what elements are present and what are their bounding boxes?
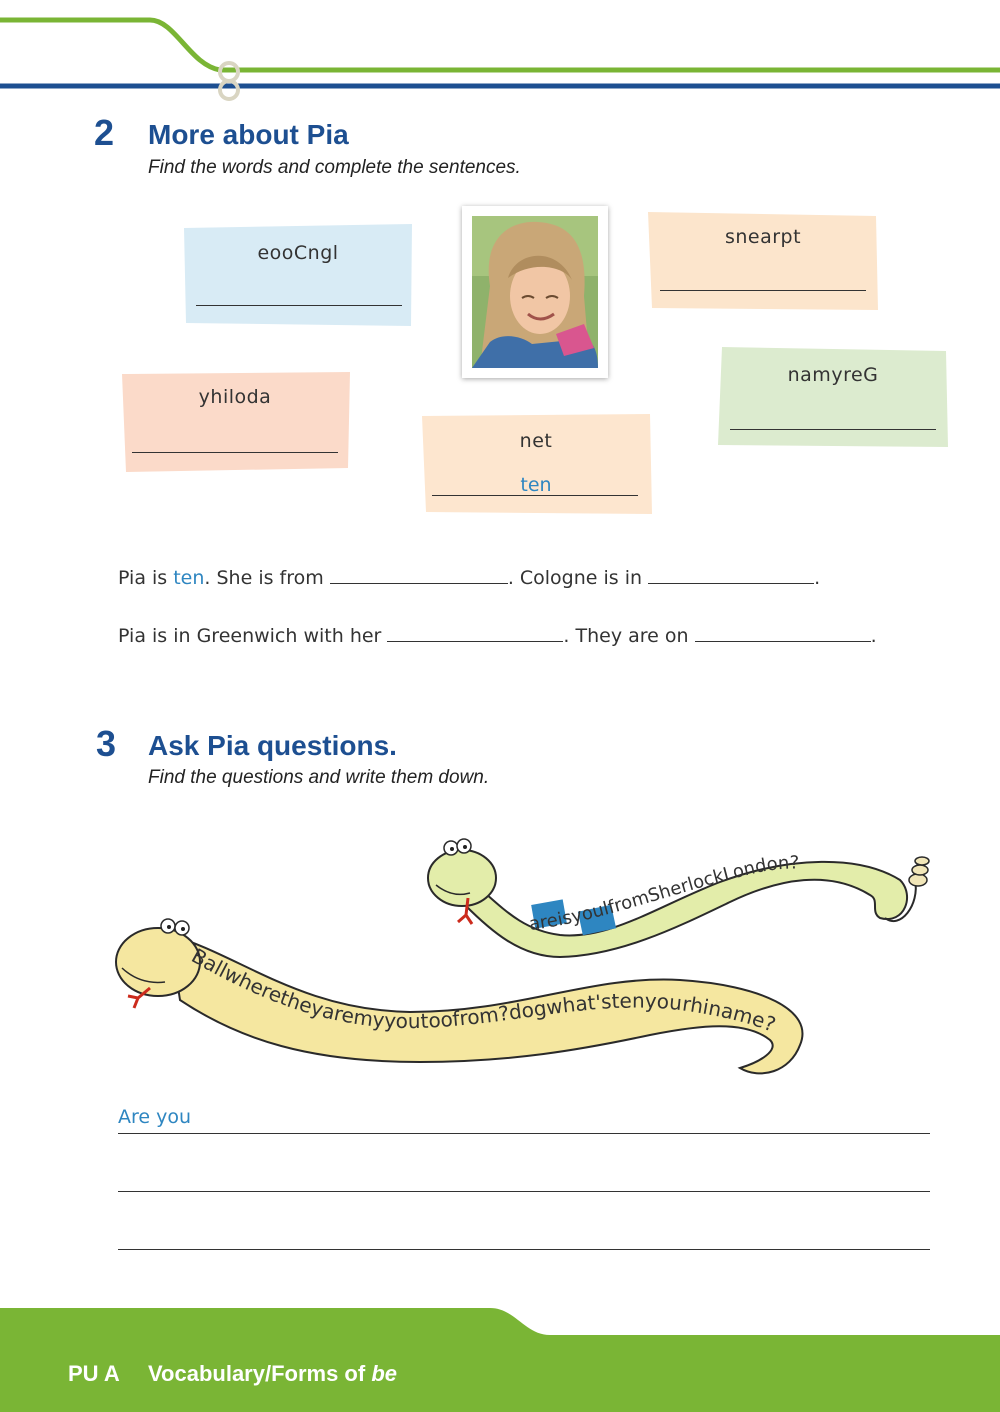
card-background — [182, 222, 414, 328]
small-snake — [428, 839, 929, 957]
exercise2-number: 2 — [94, 112, 115, 153]
answer-line[interactable] — [118, 1133, 930, 1134]
girl-portrait-image — [472, 216, 598, 368]
sentence-text: . They are on — [563, 625, 689, 647]
big-snake — [116, 919, 802, 1073]
scrambled-word: namyreG — [787, 364, 879, 386]
answer-blank[interactable] — [387, 623, 563, 642]
card-background — [420, 412, 652, 516]
footer-band — [0, 1300, 1000, 1412]
exercise3-number: 3 — [96, 723, 117, 764]
rattle-tail-icon — [909, 857, 929, 886]
small-snake-letters: areisyoulfromSherlockLondon? — [527, 852, 800, 936]
pia-photo — [462, 206, 608, 378]
sentence-1 — [118, 565, 820, 589]
scrambled-word: eooCngl — [257, 242, 339, 264]
sentence-text: Pia is in Greenwich with her — [118, 625, 382, 647]
exercise3-title: Ask Pia questions. — [148, 730, 397, 761]
sentence-2 — [118, 623, 877, 647]
exercise3-instruction: Find the questions and write them down. — [148, 767, 490, 788]
word-card — [420, 412, 652, 516]
exercise2-title: More about Pia — [148, 119, 349, 150]
footer-title-text: Vocabulary/Forms of — [148, 1361, 372, 1386]
sentence-text: Pia is — [118, 567, 168, 589]
answer-line[interactable] — [432, 495, 638, 496]
card-background — [718, 347, 948, 449]
answer-line-1-text: Are you — [118, 1106, 192, 1128]
sentence-text: . — [814, 567, 821, 589]
sentence-text: . — [870, 625, 877, 647]
word-card — [718, 347, 948, 449]
answer-line[interactable] — [118, 1191, 930, 1192]
answer-blank[interactable] — [695, 623, 871, 642]
snakes-illustration — [0, 820, 1000, 1090]
exercise2-instruction: Find the words and complete the sentences. — [148, 157, 521, 178]
sentence-text: . Cologne is in — [507, 567, 643, 589]
answer-line[interactable] — [118, 1249, 930, 1250]
word-card — [120, 370, 350, 472]
answer-line[interactable] — [660, 290, 866, 291]
footer-title — [148, 1361, 397, 1387]
answer-line[interactable] — [132, 452, 338, 453]
header-decoration — [0, 0, 1000, 110]
footer-title-italic: be — [371, 1361, 397, 1386]
answer-blank[interactable] — [330, 565, 508, 584]
answer-blank[interactable] — [648, 565, 814, 584]
big-snake-letters: Ballwheretheyaremyyoutoofrom?dogwhat'stenyourhiname? — [187, 943, 780, 1037]
scrambled-word: snearpt — [724, 226, 802, 248]
word-card — [182, 222, 414, 328]
scrambled-word: yhiloda — [198, 386, 272, 408]
word-card — [648, 210, 878, 312]
sentence-text: . She is from — [204, 567, 324, 589]
filled-answer: ten — [173, 567, 205, 589]
footer-code: PU A — [68, 1361, 120, 1386]
answer-line[interactable] — [196, 305, 402, 306]
card-answer: ten — [520, 474, 552, 496]
scrambled-word: net — [519, 430, 553, 452]
answer-line[interactable] — [730, 429, 936, 430]
